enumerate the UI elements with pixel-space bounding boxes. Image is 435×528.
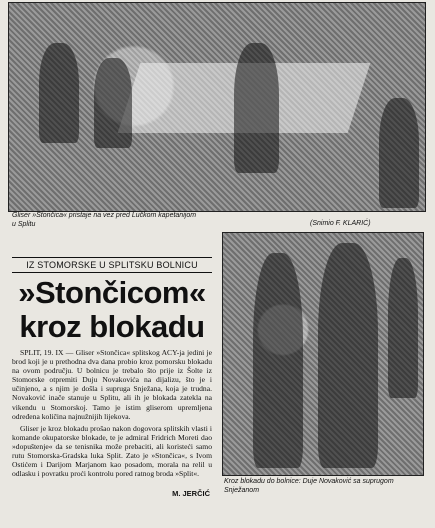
- headline-line2: kroz blokadu: [19, 309, 205, 344]
- person-silhouette: [318, 243, 378, 468]
- article-paragraph-2: Gliser je kroz blokadu prošao nakon dogovora splitskih vlasti i komande okupatorske blokade, te je admiral Fridrich Moreti dao »dopuštenje« da se tenisnika može prebaciti, ali koristeći samo rutu Stomorska-Gradska luka Split. Zato je »Stončica«, s Ivom Ostićem i Darijom Marjanom kao posadom, morala na relil u odlasku i povratku proći kontrolu pored ratnog broda »Split«.: [12, 423, 212, 479]
- photo-top-caption-line2: u Splitu: [12, 220, 36, 228]
- article-paragraph-1: SPLIT, 19. IX — Gliser »Stončica« splitskog ACY-ja jedini je brod koji je u prethodna dva dana probio kroz pomorsku blokadu na ovom području. U bolnicu je trebalo što prije iz Šolte iz Stomorske otpremiti Duju Novakovića na dijalizu, što je i učinjeno, a s njim je došla i supruga Snježana, koja je trudna. Novaković inače stanuje u Splitu, ali ih je blokada zatekla na vikendu u Stomorskoj. Tamo je istim gliserom upremljena određena količina najnužnijih lijekova.: [12, 348, 212, 421]
- person-silhouette: [253, 253, 303, 468]
- byline: M. JERČIĆ: [172, 489, 210, 498]
- kicker: IZ STOMORSKE U SPLITSKU BOLNICU: [12, 257, 212, 273]
- photo-credit: (Snimio F. KLARIĆ): [310, 220, 371, 227]
- photo-top-caption-line1: Gliser »Stončica« pristaje na vez pred Lučkom kapetanijom: [12, 212, 197, 219]
- person-silhouette: [39, 43, 79, 143]
- photo-right-caption: [224, 478, 424, 495]
- photo-right-caption-line1: Kroz blokadu do bolnice: Duje Novaković sa suprugom: [224, 478, 394, 485]
- photo-boat-docking: [8, 2, 426, 212]
- photo-right-caption-line2: Snježanom: [224, 486, 260, 494]
- photo-top-caption: [12, 212, 312, 229]
- person-silhouette: [94, 58, 132, 148]
- person-silhouette: [388, 258, 418, 398]
- headline-line1: »Stončicom«: [18, 275, 206, 310]
- photo-couple: [222, 232, 424, 476]
- article-body: [12, 348, 212, 481]
- person-silhouette: [234, 43, 279, 173]
- person-silhouette: [379, 98, 419, 208]
